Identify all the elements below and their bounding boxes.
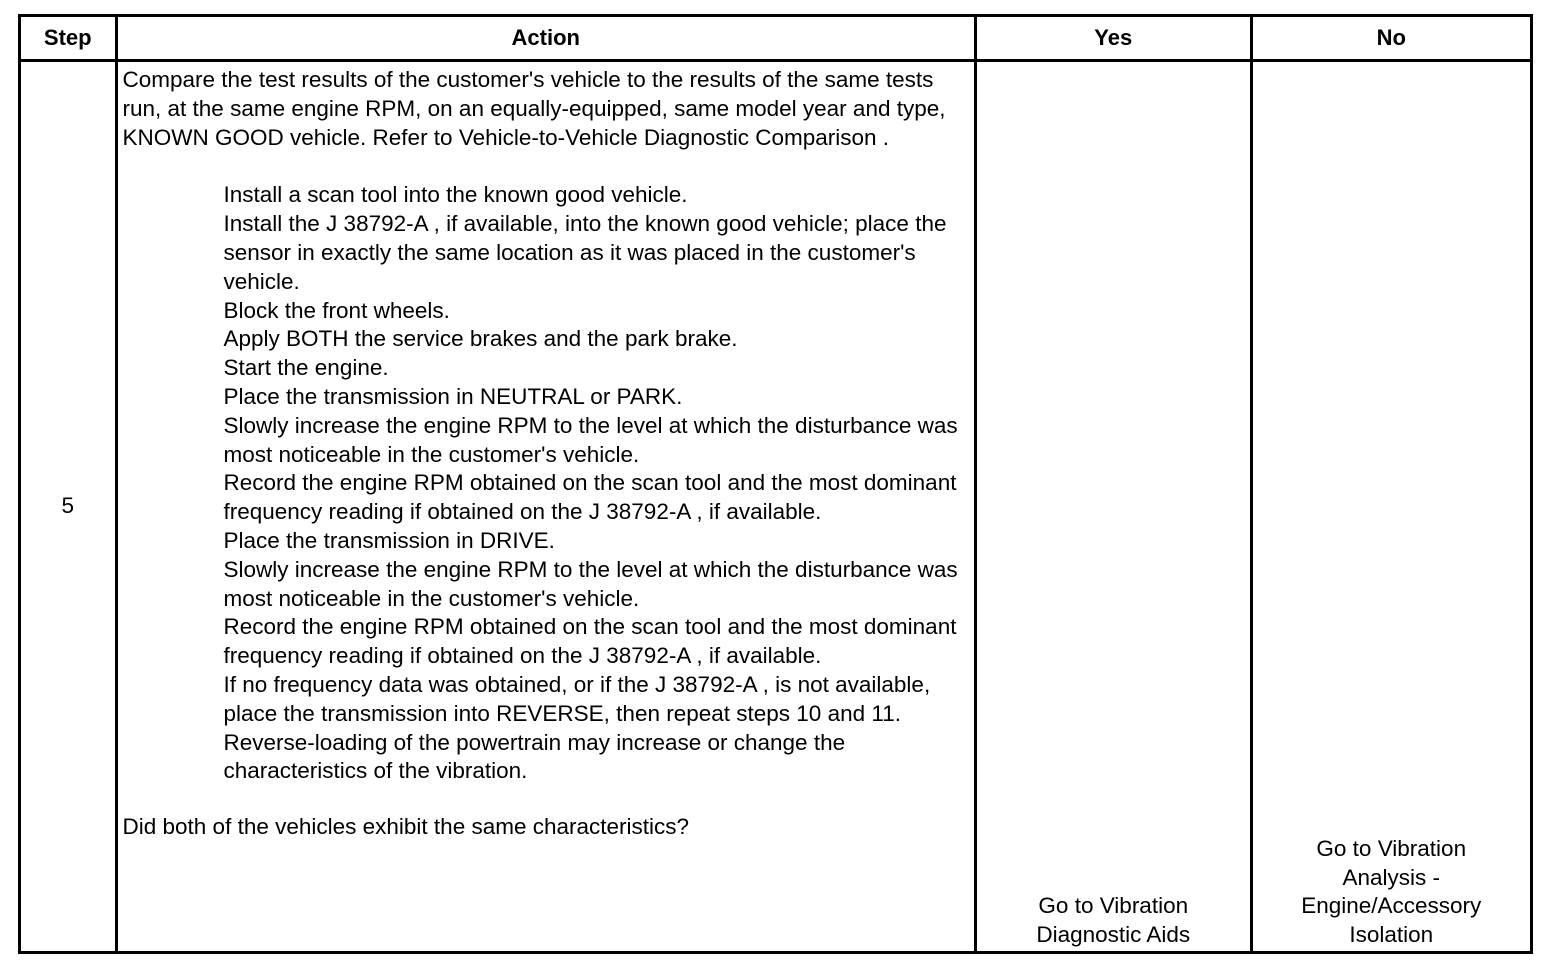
- action-step: Block the front wheels.: [223, 297, 450, 323]
- no-result: Go to Vibration Analysis - Engine/Accessory Isolation: [1301, 835, 1482, 948]
- action-step: Install the J 38792-A , if available, into the known good vehicle; place the sensor in exactly the same location as it was placed in the customer's vehicle.: [223, 211, 947, 294]
- action-step: Install a scan tool into the known good vehicle.: [223, 182, 688, 208]
- header-no: No: [1253, 17, 1531, 62]
- action-step: Record the engine RPM obtained on the scan tool and the most dominant frequency reading if obtained on the J 38792-A , if available.: [223, 614, 957, 669]
- action-step: Place the transmission in DRIVE.: [223, 527, 555, 553]
- diagnostic-table: [18, 14, 1533, 954]
- action-step: Slowly increase the engine RPM to the level at which the disturbance was most noticeable in the customer's vehicle.: [223, 412, 958, 467]
- action-step: Record the engine RPM obtained on the scan tool and the most dominant frequency reading if obtained on the J 38792-A , if available.: [223, 470, 957, 525]
- action-cell: [118, 62, 978, 951]
- yes-result: Go to Vibration Diagnostic Aids: [1036, 893, 1191, 948]
- action-question: Did both of the vehicles exhibit the same characteristics?: [122, 814, 690, 840]
- header-action: Action: [118, 17, 978, 62]
- header-step: Step: [21, 17, 118, 62]
- action-step: If no frequency data was obtained, or if the J 38792-A , is not available, place the transmission into REVERSE, then repeat steps 10 and 11. Reverse-loading of the powertrain may increase or change the characteristics of the vibration.: [223, 671, 931, 784]
- action-intro: Compare the test results of the customer's vehicle to the results of the same tests run, at the same engine RPM, on an equally-equipped, same model year and type, KNOWN GOOD vehicle. Refer to Vehicle-to-Vehicle Diagnostic Comparison .: [122, 67, 946, 150]
- header-row: [21, 17, 1530, 62]
- action-steps-list: [123, 181, 969, 786]
- action-step: Place the transmission in NEUTRAL or PARK.: [223, 383, 683, 409]
- action-step: Start the engine.: [223, 355, 389, 381]
- table-row: [21, 62, 1530, 951]
- step-number: 5: [21, 62, 118, 951]
- action-step: Apply BOTH the service brakes and the park brake.: [223, 326, 738, 352]
- no-cell: [1253, 62, 1531, 951]
- header-yes: Yes: [977, 17, 1252, 62]
- yes-cell: [977, 62, 1252, 951]
- action-step: Slowly increase the engine RPM to the level at which the disturbance was most noticeable in the customer's vehicle.: [223, 556, 958, 611]
